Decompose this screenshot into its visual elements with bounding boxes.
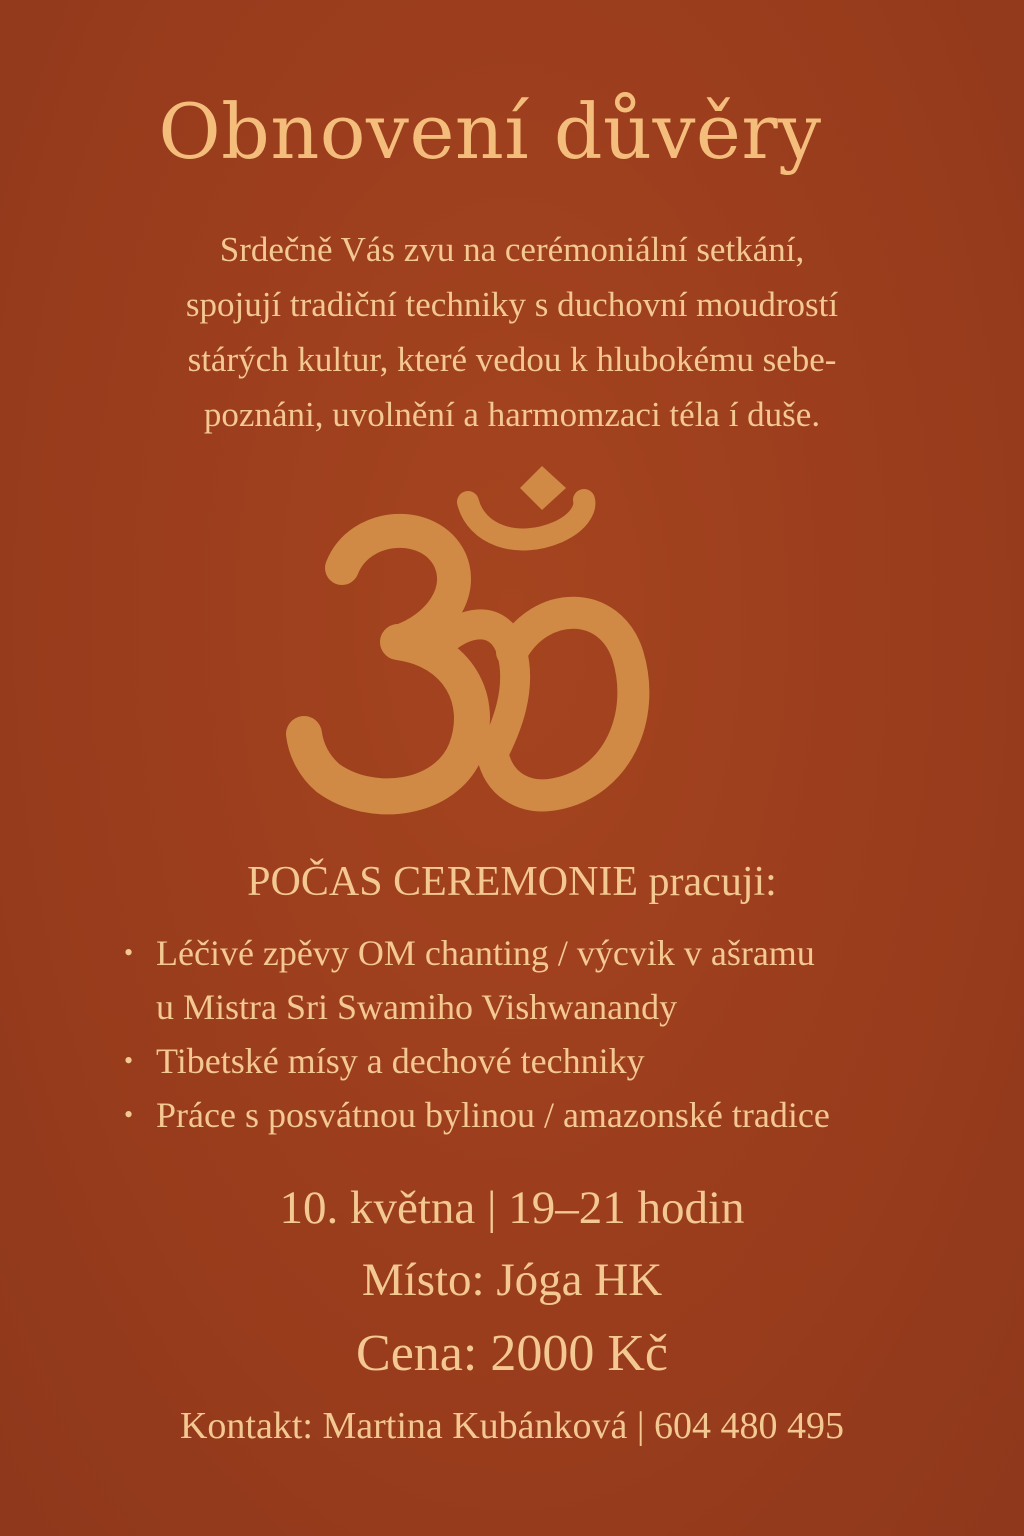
techniques-list xyxy=(118,926,998,1142)
bullet-icon: • xyxy=(124,1100,134,1129)
bullet-icon: • xyxy=(124,938,134,967)
price: Cena: 2000 Kč xyxy=(356,1325,668,1382)
list-item-line: Práce s posvátnou bylinou / amazonské tradice xyxy=(156,1095,830,1135)
list-item xyxy=(118,1034,998,1088)
place: Místo: Jóga HK xyxy=(361,1254,663,1306)
date-time: 10. května | 19–21 hodin xyxy=(279,1182,745,1234)
bullet-icon: • xyxy=(124,1046,134,1075)
section-title: POČAS CEREMONIE pracuji: xyxy=(247,859,777,905)
list-item xyxy=(118,1088,998,1142)
list-item-line: Léčivé zpěvy OM chanting / výcvik v ašramu xyxy=(156,933,815,973)
list-item-line: u Mistra Sri Swamiho Vishwanandy xyxy=(156,987,678,1027)
intro-line: spojují tradiční techniky s duchovní moudrostí xyxy=(185,285,839,324)
contact-line: Kontakt: Martina Kubánková | 604 480 495 xyxy=(179,1405,845,1447)
list-item-line: Tibetské mísy a dechové techniky xyxy=(156,1041,645,1081)
intro-line: stárých kultur, které vedou k hlubokému sebe- xyxy=(187,340,837,379)
intro-line: poznáni, uvolnění a harmomzaci téla í duše. xyxy=(203,395,821,434)
om-symbol-icon xyxy=(280,460,680,830)
poster-title: Obnovení důvěry xyxy=(158,87,822,176)
intro-text xyxy=(60,222,964,442)
event-details xyxy=(0,1172,1024,1392)
intro-line: Srdečně Vás zvu na cerémoniální setkání, xyxy=(219,230,805,269)
list-item xyxy=(118,926,998,1034)
